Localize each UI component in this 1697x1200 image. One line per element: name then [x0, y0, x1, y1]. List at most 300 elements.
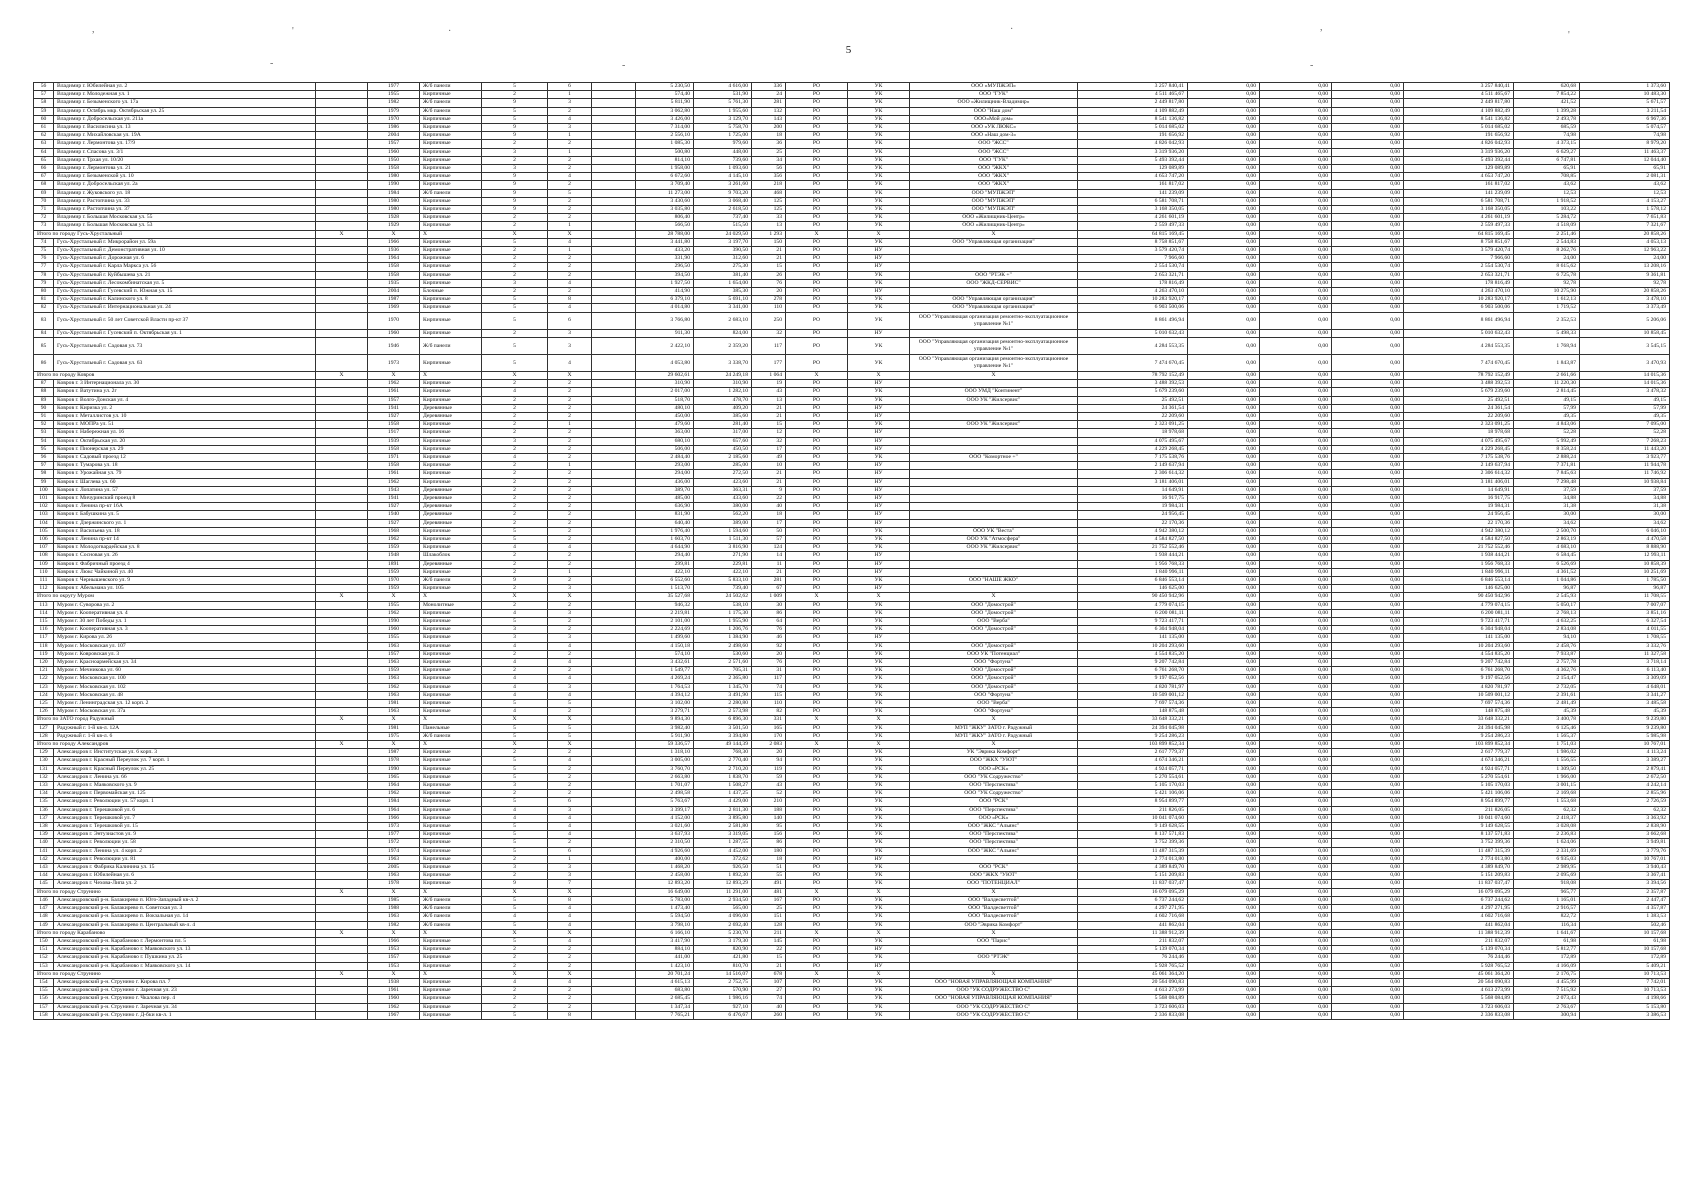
- cell-entrances: 2: [548, 560, 592, 568]
- cell-regional-funds: 0,00: [1260, 872, 1332, 880]
- cell-local-funds: 0,00: [1332, 453, 1404, 461]
- cell-floors: 5: [482, 823, 548, 831]
- cell-limit-cost: 11 443,20: [1580, 445, 1670, 453]
- cell-repair-cost: 3 723 606,03: [1078, 1003, 1188, 1011]
- cell-residents: 15: [752, 263, 786, 271]
- cell-federal-funds: 0,00: [1188, 279, 1260, 287]
- cell-management-type: НУ: [848, 247, 910, 255]
- cell-local-funds: 0,00: [1332, 437, 1404, 445]
- cell-limit-cost: 20 858,26: [1580, 288, 1670, 296]
- table-row: [34, 839, 1670, 847]
- cell-local-funds: 0,00: [1332, 124, 1404, 132]
- cell-repair-cost: 3 752 399,36: [1078, 839, 1188, 847]
- cell-federal-funds: 0,00: [1188, 230, 1260, 238]
- cell-regional-funds: 0,00: [1260, 626, 1332, 634]
- table-row: [34, 329, 1670, 337]
- cell-address: Владимир г. Василисина ул. 13: [54, 124, 316, 132]
- cell-residents: 119: [752, 765, 786, 773]
- cell-blank: [592, 91, 636, 99]
- cell-total-cost: 3 579 420,74: [1404, 247, 1514, 255]
- cell-build-year: 1959: [368, 568, 420, 576]
- cell-living-area: 4 616,00: [694, 83, 752, 91]
- cell-federal-funds: 0,00: [1188, 864, 1260, 872]
- cell-row-number: 78: [34, 271, 54, 279]
- cell-fund-method: X: [786, 593, 848, 601]
- cell-local-funds: 0,00: [1332, 445, 1404, 453]
- cell-federal-funds: 0,00: [1188, 288, 1260, 296]
- cell-federal-funds: 0,00: [1188, 732, 1260, 740]
- housing-register-table: [33, 82, 1670, 1020]
- cell-address: Ковров г. Чернышевского ул. 9: [54, 576, 316, 584]
- cell-address: Гусь-Хрустальный г. Дорожная ул. 6: [54, 255, 316, 263]
- cell-address: Итого по городу Карабаново: [34, 929, 316, 937]
- cell-wall-material: Кирпичные: [420, 831, 482, 839]
- cell-local-funds: 0,00: [1332, 937, 1404, 945]
- cell-residents: 18: [752, 132, 786, 140]
- cell-build-year: 1979: [368, 107, 420, 115]
- cell-living-area: 312,60: [694, 255, 752, 263]
- cell-limit-cost: 3 662,68: [1580, 831, 1670, 839]
- cell-floors: 4: [482, 659, 548, 667]
- cell-blank: [592, 214, 636, 222]
- cell-entrances: 2: [548, 165, 592, 173]
- cell-local-funds: 0,00: [1332, 115, 1404, 123]
- cell-floors: 5: [482, 1011, 548, 1019]
- cell-floors: 2: [482, 560, 548, 568]
- cell-local-funds: 0,00: [1332, 560, 1404, 568]
- cell-limit-cost: 9 239,80: [1580, 716, 1670, 724]
- cell-row-number: 89: [34, 396, 54, 404]
- cell-floors: 9: [482, 189, 548, 197]
- cell-fund-method: РО: [786, 954, 848, 962]
- cell-regional-funds: 0,00: [1260, 954, 1332, 962]
- cell-build-year: 1950: [368, 156, 420, 164]
- cell-total-area: 479,60: [636, 421, 694, 429]
- cell-limit-cost: 502,46: [1580, 921, 1670, 929]
- cell-fund-method: РО: [786, 823, 848, 831]
- cell-wall-material: Кирпичные: [420, 782, 482, 790]
- cell-repair-cost: 9 197 052,56: [1078, 675, 1188, 683]
- table-row: [34, 380, 1670, 388]
- cell-entrances: 2: [548, 650, 592, 658]
- cell-federal-funds: 0,00: [1188, 380, 1260, 388]
- cell-limit-cost: 172,89: [1580, 954, 1670, 962]
- cell-wall-material: X: [420, 593, 482, 601]
- table-row: [34, 937, 1670, 945]
- cell-limit-cost: 6 046,10: [1580, 527, 1670, 535]
- cell-residents: 13: [752, 222, 786, 230]
- cell-build-year: 1962: [368, 683, 420, 691]
- cell-row-number: 63: [34, 140, 54, 148]
- cell-unit-cost: 1 556,55: [1514, 757, 1580, 765]
- cell-management-org: ООО "ЖКХ": [910, 173, 1078, 181]
- cell-marker: [316, 462, 368, 470]
- cell-local-funds: 0,00: [1332, 388, 1404, 396]
- cell-build-year: 1959: [368, 585, 420, 593]
- table-row: [34, 576, 1670, 584]
- cell-residents: 125: [752, 206, 786, 214]
- cell-federal-funds: 0,00: [1188, 453, 1260, 461]
- cell-build-year: 1962: [368, 609, 420, 617]
- cell-blank: [592, 921, 636, 929]
- cell-total-area: 3 798,10: [636, 921, 694, 929]
- cell-row-number: 75: [34, 247, 54, 255]
- cell-build-year: 1958: [368, 421, 420, 429]
- scan-speck: ,: [92, 24, 95, 35]
- cell-regional-funds: 0,00: [1260, 312, 1332, 329]
- cell-row-number: 118: [34, 642, 54, 650]
- cell-regional-funds: 0,00: [1260, 888, 1332, 896]
- cell-federal-funds: 0,00: [1188, 462, 1260, 470]
- cell-wall-material: Кирпичные: [420, 279, 482, 287]
- cell-repair-cost: 2 323 091,25: [1078, 421, 1188, 429]
- cell-total-cost: 9 723 417,71: [1404, 617, 1514, 625]
- cell-unit-cost: 4 362,76: [1514, 667, 1580, 675]
- cell-management-org: ООО "Комортное +": [910, 453, 1078, 461]
- cell-management-type: НУ: [848, 412, 910, 420]
- table-row: [34, 181, 1670, 189]
- cell-fund-method: РО: [786, 304, 848, 312]
- cell-marker: [316, 700, 368, 708]
- cell-fund-method: РО: [786, 511, 848, 519]
- cell-blank: [592, 462, 636, 470]
- cell-marker: [316, 560, 368, 568]
- table-row: [34, 544, 1670, 552]
- cell-unit-cost: 1 986,02: [1514, 749, 1580, 757]
- cell-address: Гусь-Хрустальный г. Микрорайон ул. 59а: [54, 238, 316, 246]
- cell-floors: 9: [482, 173, 548, 181]
- cell-federal-funds: 0,00: [1188, 1011, 1260, 1019]
- table-row: [34, 494, 1670, 502]
- cell-total-cost: 2 306 614,32: [1404, 470, 1514, 478]
- cell-wall-material: Кирпичные: [420, 634, 482, 642]
- cell-total-area: 3 430,60: [636, 197, 694, 205]
- cell-living-area: 363,31: [694, 486, 752, 494]
- cell-regional-funds: 0,00: [1260, 107, 1332, 115]
- cell-living-area: 705,31: [694, 667, 752, 675]
- cell-repair-cost: 11 487 315,39: [1078, 847, 1188, 855]
- table-row: [34, 412, 1670, 420]
- cell-federal-funds: 0,00: [1188, 337, 1260, 354]
- cell-build-year: 1946: [368, 337, 420, 354]
- cell-regional-funds: 0,00: [1260, 132, 1332, 140]
- cell-repair-cost: 4 653 747,20: [1078, 173, 1188, 181]
- cell-living-area: 3 319,05: [694, 831, 752, 839]
- cell-marker: [316, 995, 368, 1003]
- cell-federal-funds: 0,00: [1188, 765, 1260, 773]
- cell-marker: [316, 173, 368, 181]
- cell-residents: 188: [752, 806, 786, 814]
- cell-repair-cost: 3 319 936,20: [1078, 148, 1188, 156]
- cell-wall-material: Кирпичные: [420, 872, 482, 880]
- cell-local-funds: 0,00: [1332, 470, 1404, 478]
- cell-management-org: [910, 962, 1078, 970]
- cell-total-cost: 141 239,09: [1404, 189, 1514, 197]
- cell-unit-cost: 7 933,87: [1514, 650, 1580, 658]
- cell-marker: [316, 962, 368, 970]
- cell-row-number: 149: [34, 921, 54, 929]
- cell-unit-cost: 103,22: [1514, 206, 1580, 214]
- cell-wall-material: Кирпичные: [420, 880, 482, 888]
- cell-management-type: X: [848, 230, 910, 238]
- table-row: [34, 288, 1670, 296]
- cell-management-type: X: [848, 716, 910, 724]
- cell-floors: 5: [482, 937, 548, 945]
- cell-limit-cost: 10 157,68: [1580, 946, 1670, 954]
- cell-entrances: 2: [548, 519, 592, 527]
- cell-total-cost: 76 244,46: [1404, 954, 1514, 962]
- table-row: [34, 107, 1670, 115]
- cell-total-area: 3 426,00: [636, 115, 694, 123]
- table-row: [34, 831, 1670, 839]
- cell-local-funds: 0,00: [1332, 304, 1404, 312]
- cell-local-funds: 0,00: [1332, 675, 1404, 683]
- cell-fund-method: РО: [786, 486, 848, 494]
- cell-living-area: 381,40: [694, 271, 752, 279]
- cell-address: Ковров г. Дзержинского ул. 1: [54, 519, 316, 527]
- cell-total-area: 1 958,00: [636, 165, 694, 173]
- cell-residents: 18: [752, 511, 786, 519]
- cell-total-area: 3 760,70: [636, 765, 694, 773]
- cell-blank: [592, 445, 636, 453]
- cell-total-cost: 20 564 090,83: [1404, 978, 1514, 986]
- cell-repair-cost: 76 244,46: [1078, 954, 1188, 962]
- cell-marker: [316, 156, 368, 164]
- cell-blank: [592, 864, 636, 872]
- cell-floors: 3: [482, 782, 548, 790]
- cell-build-year: X: [368, 230, 420, 238]
- table-row: [34, 214, 1670, 222]
- cell-total-cost: 5 014 685,02: [1404, 124, 1514, 132]
- cell-address: Гусь-Хрустальный г. Карла Маркса ул. 56: [54, 263, 316, 271]
- cell-management-org: МУП "ЖКУ" ЗАТО г. Радужный: [910, 724, 1078, 732]
- cell-management-org: [910, 494, 1078, 502]
- table-row: [34, 140, 1670, 148]
- cell-marker: [316, 238, 368, 246]
- subtotal-row: [34, 371, 1670, 379]
- table-row: [34, 675, 1670, 683]
- cell-living-area: 389,00: [694, 519, 752, 527]
- cell-living-area: 4 145,10: [694, 173, 752, 181]
- cell-fund-method: РО: [786, 806, 848, 814]
- cell-total-cost: 161 817,02: [1404, 181, 1514, 189]
- cell-floors: 5: [482, 921, 548, 929]
- cell-total-area: 574,40: [636, 91, 694, 99]
- cell-blank: [592, 749, 636, 757]
- cell-regional-funds: 0,00: [1260, 946, 1332, 954]
- cell-residents: 132: [752, 107, 786, 115]
- cell-fund-method: РО: [786, 453, 848, 461]
- scan-speck: -: [622, 60, 626, 71]
- cell-entrances: 2: [548, 782, 592, 790]
- cell-total-area: 422,10: [636, 568, 694, 576]
- cell-management-org: [910, 478, 1078, 486]
- cell-blank: [592, 486, 636, 494]
- cell-entrances: 5: [548, 700, 592, 708]
- cell-wall-material: Кирпичные: [420, 437, 482, 445]
- cell-repair-cost: 1 840 996,11: [1078, 568, 1188, 576]
- cell-unit-cost: 1 565,37: [1514, 732, 1580, 740]
- cell-repair-cost: 7 697 574,36: [1078, 700, 1188, 708]
- cell-repair-cost: 10 041 074,60: [1078, 814, 1188, 822]
- cell-limit-cost: 34,62: [1580, 519, 1670, 527]
- cell-residents: 32: [752, 437, 786, 445]
- cell-management-type: УК: [848, 189, 910, 197]
- cell-entrances: 2: [548, 437, 592, 445]
- cell-living-area: 24 502,62: [694, 593, 752, 601]
- cell-floors: 2: [482, 872, 548, 880]
- cell-federal-funds: 0,00: [1188, 609, 1260, 617]
- cell-federal-funds: 0,00: [1188, 773, 1260, 781]
- cell-build-year: X: [368, 929, 420, 937]
- cell-row-number: 113: [34, 601, 54, 609]
- table-row: [34, 503, 1670, 511]
- cell-build-year: 2004: [368, 288, 420, 296]
- cell-floors: 4: [482, 453, 548, 461]
- cell-repair-cost: 2 554 530,74: [1078, 263, 1188, 271]
- cell-unit-cost: 2 500,70: [1514, 527, 1580, 535]
- cell-limit-cost: 14 015,36: [1580, 371, 1670, 379]
- cell-limit-cost: 3 949,81: [1580, 839, 1670, 847]
- cell-total-cost: 64 815 169,45: [1404, 230, 1514, 238]
- cell-build-year: 1928: [368, 214, 420, 222]
- cell-fund-method: РО: [786, 337, 848, 354]
- cell-wall-material: Кирпичные: [420, 823, 482, 831]
- cell-repair-cost: 103 899 852,34: [1078, 741, 1188, 749]
- cell-repair-cost: 19 984,31: [1078, 503, 1188, 511]
- cell-management-org: ООО«Мой дом»: [910, 115, 1078, 123]
- table-row: [34, 847, 1670, 855]
- cell-floors: 2: [482, 519, 548, 527]
- cell-federal-funds: 0,00: [1188, 445, 1260, 453]
- cell-total-area: 500,80: [636, 148, 694, 156]
- cell-repair-cost: 6 846 553,14: [1078, 576, 1188, 584]
- cell-entrances: 2: [548, 453, 592, 461]
- cell-management-org: ООО "РСК": [910, 864, 1078, 872]
- cell-entrances: X: [548, 371, 592, 379]
- cell-federal-funds: 0,00: [1188, 798, 1260, 806]
- cell-unit-cost: 1 165,01: [1514, 896, 1580, 904]
- cell-entrances: X: [548, 888, 592, 896]
- cell-living-area: 450,50: [694, 445, 752, 453]
- cell-total-cost: 9 207 742,84: [1404, 659, 1514, 667]
- cell-row-number: 112: [34, 585, 54, 593]
- cell-blank: [592, 329, 636, 337]
- cell-residents: 49: [752, 453, 786, 461]
- cell-living-area: 5 758,70: [694, 124, 752, 132]
- cell-floors: 4: [482, 609, 548, 617]
- cell-total-cost: 6 304 948,04: [1404, 626, 1514, 634]
- cell-address: Владимир г. Лермонтова ул. 17/9: [54, 140, 316, 148]
- cell-marker: [316, 552, 368, 560]
- cell-management-type: УК: [848, 222, 910, 230]
- cell-marker: [316, 486, 368, 494]
- cell-row-number: 105: [34, 527, 54, 535]
- cell-management-org: [910, 329, 1078, 337]
- table-row: [34, 634, 1670, 642]
- cell-management-type: УК: [848, 312, 910, 329]
- cell-management-org: ООО "Управляющая организация": [910, 304, 1078, 312]
- cell-row-number: 76: [34, 255, 54, 263]
- cell-fund-method: РО: [786, 396, 848, 404]
- cell-marker: [316, 404, 368, 412]
- table-row: [34, 954, 1670, 962]
- cell-fund-method: РО: [786, 913, 848, 921]
- cell-federal-funds: 0,00: [1188, 371, 1260, 379]
- cell-fund-method: РО: [786, 814, 848, 822]
- cell-management-type: УК: [848, 921, 910, 929]
- cell-marker: [316, 412, 368, 420]
- cell-row-number: 83: [34, 312, 54, 329]
- table-row: [34, 132, 1670, 140]
- cell-unit-cost: 172,89: [1514, 954, 1580, 962]
- cell-federal-funds: 0,00: [1188, 700, 1260, 708]
- cell-address: Владимир г. Безыменской ул. 10: [54, 173, 316, 181]
- cell-federal-funds: 0,00: [1188, 296, 1260, 304]
- cell-repair-cost: 7 175 538,76: [1078, 453, 1188, 461]
- cell-fund-method: РО: [786, 165, 848, 173]
- cell-federal-funds: 0,00: [1188, 814, 1260, 822]
- cell-entrances: X: [548, 230, 592, 238]
- cell-living-area: 6 476,67: [694, 1011, 752, 1019]
- cell-repair-cost: 2 449 817,80: [1078, 99, 1188, 107]
- cell-total-cost: 5 421 106,06: [1404, 790, 1514, 798]
- cell-build-year: 1984: [368, 798, 420, 806]
- cell-wall-material: Кирпичные: [420, 839, 482, 847]
- cell-management-type: УК: [848, 238, 910, 246]
- cell-marker: [316, 1011, 368, 1019]
- cell-management-org: [910, 445, 1078, 453]
- cell-build-year: 1958: [368, 445, 420, 453]
- cell-unit-cost: 65,91: [1514, 165, 1580, 173]
- cell-residents: 27: [752, 987, 786, 995]
- cell-wall-material: Кирпичные: [420, 642, 482, 650]
- cell-federal-funds: 0,00: [1188, 437, 1260, 445]
- table-row: [34, 99, 1670, 107]
- cell-repair-cost: 8 954 899,77: [1078, 798, 1188, 806]
- cell-local-funds: 0,00: [1332, 790, 1404, 798]
- cell-repair-cost: 8 541 136,82: [1078, 115, 1188, 123]
- cell-management-type: УК: [848, 165, 910, 173]
- cell-fund-method: РО: [786, 1003, 848, 1011]
- cell-build-year: 1917: [368, 429, 420, 437]
- cell-limit-cost: 2 447,47: [1580, 896, 1670, 904]
- cell-blank: [592, 453, 636, 461]
- cell-total-area: 1 085,30: [636, 140, 694, 148]
- cell-local-funds: 0,00: [1332, 617, 1404, 625]
- cell-repair-cost: 3 257 840,41: [1078, 83, 1188, 91]
- cell-residents: 34: [752, 156, 786, 164]
- cell-fund-method: РО: [786, 279, 848, 287]
- table-row: [34, 535, 1670, 543]
- cell-fund-method: РО: [786, 197, 848, 205]
- cell-local-funds: 0,00: [1332, 888, 1404, 896]
- cell-management-org: ООО "Фортуна": [910, 708, 1078, 716]
- cell-regional-funds: 0,00: [1260, 560, 1332, 568]
- cell-entrances: 3: [548, 634, 592, 642]
- cell-regional-funds: 0,00: [1260, 1003, 1332, 1011]
- cell-marker: [316, 1003, 368, 1011]
- cell-blank: [592, 995, 636, 1003]
- cell-management-type: НУ: [848, 329, 910, 337]
- cell-total-cost: 10 283 920,17: [1404, 296, 1514, 304]
- cell-management-org: ООО «РСК»: [910, 814, 1078, 822]
- cell-marker: [316, 206, 368, 214]
- cell-regional-funds: 0,00: [1260, 371, 1332, 379]
- cell-unit-cost: 6 125,46: [1514, 724, 1580, 732]
- cell-total-cost: 2 149 637,94: [1404, 462, 1514, 470]
- cell-floors: 2: [482, 222, 548, 230]
